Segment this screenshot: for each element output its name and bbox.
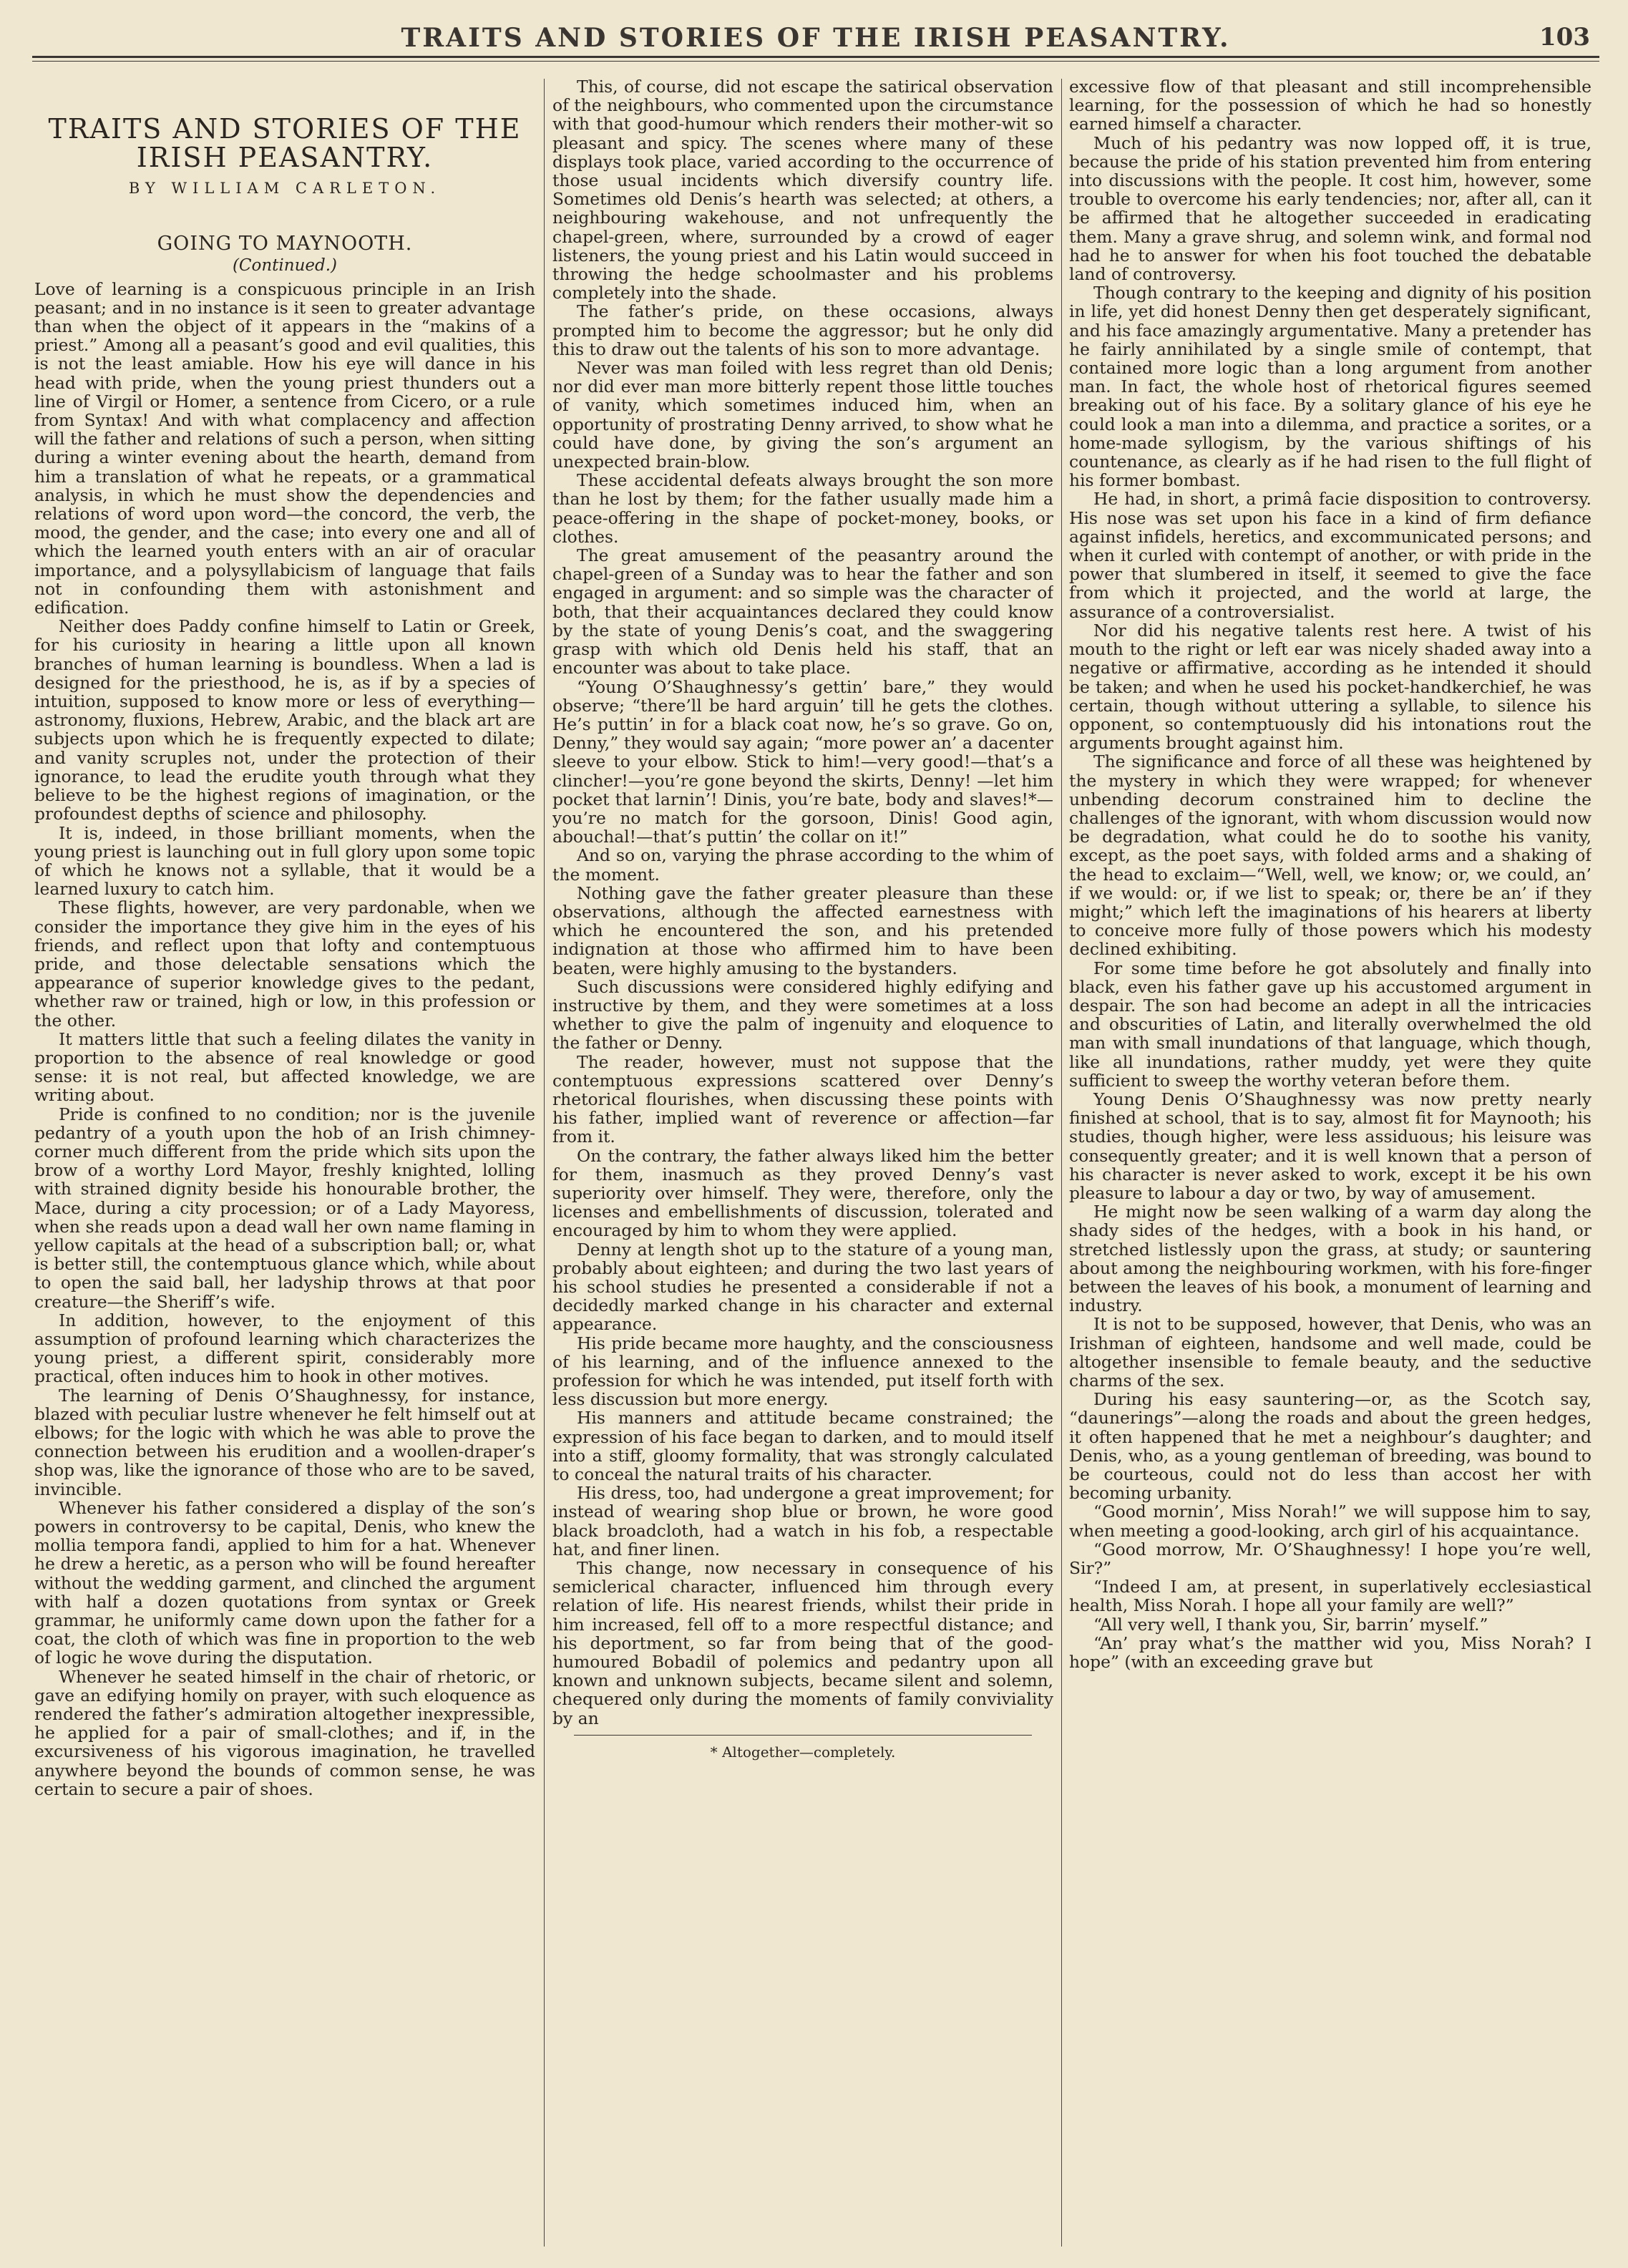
header-rule <box>32 56 1599 58</box>
paragraph: It is, indeed, in those brilliant moments, when the young priest is launching out in full glory upon some topic of which he knows not a syllable, that it would be a learned luxury to catch him. <box>34 822 535 900</box>
paragraph: On the contrary, the father always liked him the better for them, inasmuch as they proved Denny’s vast superiority over himself. They were, therefore, only the licenses and embellishments of discussion, tolerated and encouraged by him to whom they were applied. <box>552 1145 1053 1241</box>
paragraph: He had, in short, a primâ facie disposition to controversy. His nose was set upon his face in a kind of firm defiance against infidels, heretics, and excommunicated persons; and when it curled with contempt of another, or with pride in the power that slumbered in itself, it seemed to give the face from which it projected, and the world at large, the assurance of a controversialist. <box>1069 489 1592 622</box>
paragraph: For some time before he got absolutely and finally into black, even his father gave up his accustomed argument in despair. The son had become an adept in all the intricacies and obscurities of Latin, and literally overwhelmed the old man with small inundations of that language, which though, like all inundations, rather muddy, yet were they quite sufficient to sweep the worthy veteran before them. <box>1069 958 1592 1091</box>
paragraph: Such discussions were considered highly edifying and instructive by them, and they were sometimes at a loss whether to give the palm of ingenuity and eloquence to the father or Denny. <box>552 976 1053 1053</box>
paragraph: “All very well, I thank you, Sir, barrin’ myself.” <box>1093 1614 1488 1635</box>
paragraph: And so on, varying the phrase according to the whim of the moment. <box>552 845 1053 885</box>
article-title: TRAITS AND STORIES OF THE IRISH PEASANTRY. <box>48 113 522 173</box>
column-3 <box>1069 77 1592 2254</box>
paragraph: It matters little that such a feeling dilates the vanity in proportion to the absence of real knowledge or good sense: it is not real, but affected knowledge, we are writing about. <box>34 1028 535 1106</box>
paragraph: The learning of Denis O’Shaughnessy, for instance, blazed with peculiar lustre whenever he felt himself out at elbows; for the logic with which he was able to prove the connection between his erudition and a woollen-draper’s shop was, like the ignorance of those who are to be saved, invincible. <box>34 1385 535 1499</box>
header-rule-thin <box>32 61 1599 62</box>
paragraph: Denny at length shot up to the stature of a young man, probably about eighteen; and during the two last years of his school studies he presented a considerable if not a decidedly marked change in his character and external appearance. <box>552 1239 1053 1335</box>
paragraph: Love of learning is a conspicuous principle in an Irish peasant; and in no instance is it seen to greater advantage than when the object of it appears in the “makins of a priest.” Among all a peasant’s good and evil qualities, this is not the least amiable. How his eye will dance in his head with pride, when the young priest thunders out a line of Virgil or Homer, a sentence from Cicero, or a rule from Syntax! And with what complacency and affection will the father and relations of such a person, when sitting during a winter evening about the hearth, demand from him a translation of what he repeats, or a grammatical analysis, in which he must show the dependencies and relations of word upon word—the concord, the verb, the mood, the gender, and the case; into every one and all of which the learned youth enters with an air of oracular importance, and a polysyllabicism of language that fails not in confounding them with astonishment and edification. <box>34 278 535 618</box>
paragraph: It is not to be supposed, however, that Denis, who was an Irishman of eighteen, handsome and well made, could be altogether insensible to female beauty, and the seductive charms of the sex. <box>1069 1314 1592 1391</box>
column-divider-1 <box>544 79 545 2247</box>
paragraph: Much of his pedantry was now lopped off, it is true, because the pride of his station prevented him from entering into discussions with the people. It cost him, however, some trouble to overcome his early tendencies; nor, after all, can it be affirmed that he altogether succeeded in eradicating them. Many a grave shrug, and solemn wink, and formal nod had he to answer for when his foot touched the debatable land of controversy. <box>1069 132 1592 285</box>
paragraph: His pride became more haughty, and the consciousness of his learning, and of the influence annexed to the profession for which he was intended, put itself forth with less discussion but more energy. <box>552 1333 1053 1410</box>
continued-label: (Continued.) <box>232 256 338 276</box>
paragraph: In addition, however, to the enjoyment of this assumption of profound learning which characterizes the young priest, a different spirit, considerably more practical, often induces him to hook in other motives. <box>34 1310 535 1387</box>
running-title: TRAITS AND STORIES OF THE IRISH PEASANTRY. <box>401 23 1231 53</box>
footnote-rule <box>574 1735 1032 1736</box>
running-header <box>36 16 1596 59</box>
paragraph: Neither does Paddy confine himself to Latin or Greek, for his curiosity in hearing a little upon all known branches of human learning is boundless. When a lad is designed for the priesthood, he is, as if by a species of intuition, supposed to know more or less of everything—astronomy, fluxions, Hebrew, Arabic, and the black art are subjects upon which he is frequently expected to dilate; and vanity scruples not, under the protection of their ignorance, to lead the erudite youth through what they believe to be the highest regions of imagination, or the profoundest depths of science and philosophy. <box>34 616 535 824</box>
paragraph: Though contrary to the keeping and dignity of his position in life, yet did honest Denny then get desperately significant, and his face amazingly argumentative. Many a pretender has he fairly annihilated by a single smile of contempt, that contained more logic than a long argument from another man. In fact, the whole host of rhetorical figures seemed breaking out of his face. By a solitary glance of his eye he could look a man into a dilemma, and practice a sorites, or a home-made syllogism, by the various shiftings of his countenance, as clearly as if he had risen to the full flight of his former bombast. <box>1069 283 1592 491</box>
paragraph: The reader, however, must not suppose that the contemptuous expressions scattered over Denny’s rhetorical flourishes, when discussing these points with his father, implied want of reverence or affection—far from it. <box>552 1051 1053 1147</box>
paragraph: The significance and force of all these was heightened by the mystery in which they were wrapped; for whenever unbending decorum constrained him to decline the challenges of the ignorant, with whom discussion would now be degradation, what could he do to soothe his vanity, except, as the poet says, with folded arms and a shaking of the head to exclaim—“Well, well, we know; or, we could, an’ if we would: or, if we list to speak; or, there be an’ if they might;” which left the imaginations of his hearers at liberty to conceive more fully of those powers which his modesty declined exhibiting. <box>1069 751 1592 960</box>
article-byline: BY WILLIAM CARLETON. <box>128 180 442 197</box>
paragraph: “Young O’Shaughnessy’s gettin’ bare,” they would observe; “there’ll be hard arguin’ till he gets the clothes. He’s puttin’ in for a black coat now, he’s so grave. Go on, Denny,” they would say again; “more power an’ a dacenter sleeve to your elbow. Stick to him!—very good!—that’s a clincher!—you’re gone beyond the skirts, Denny! —let him pocket that larnin’! Dinis, you’re bate, body and slaves!*—you’re no match for the gorsoon, Dinis! Good agin, abouchal!—that’s puttin’ the collar on it!” <box>552 676 1053 847</box>
paragraph: The father’s pride, on these occasions, always prompted him to become the aggressor; but he only did this to draw out the talents of his son to more advantage. <box>552 301 1053 359</box>
paragraph: Nothing gave the father greater pleasure than these observations, although the affected earnestness with which he encountered the son, and his pretended indignation at those who affirmed him to have been beaten, were highly amusing to the bystanders. <box>552 882 1053 978</box>
column-divider-2 <box>1061 79 1062 2247</box>
paragraph: “Good mornin’, Miss Norah!” we will suppose him to say, when meeting a good-looking, arch girl of his acquaintance. <box>1069 1502 1592 1541</box>
paragraph: “Good morrow, Mr. O’Shaughnessy! I hope you’re well, Sir?” <box>1069 1539 1592 1579</box>
section-heading: GOING TO MAYNOOTH. <box>157 233 413 255</box>
paragraph: These accidental defeats always brought the son more than he lost by them; for the father usually made him a peace-offering in the shape of pocket-money, books, or clothes. <box>552 470 1053 547</box>
paragraph: Pride is confined to no condition; nor is the juvenile pedantry of a youth upon the hob of an Irish chimney-corner much different from the pride which sits upon the brow of a worthy Lord Mayor, freshly knighted, lolling with strained dignity beside his honourable brother, the Mace, during a city procession; or of a Lady Mayoress, when she reads upon a dead wall her own name flaming in yellow capitals at the head of a subscription ball; or, what is better still, the contemptuous glance which, while about to open the said ball, her ladyship throws at that poor creature—the Sheriff’s wife. <box>34 1104 535 1312</box>
paragraph: These flights, however, are very pardonable, when we consider the importance they give him in the eyes of his friends, and reflect upon that lofty and contemptuous pride, and those delectable sensations which the appearance of superior knowledge gives to the pedant, whether raw or trained, high or low, in this profession or the other. <box>34 897 535 1031</box>
paragraph: This, of course, did not escape the satirical observation of the neighbours, who commented upon the circumstance with that good-humour which renders their mother-wit so pleasant and spicy. The scenes where many of these displays took place, varied according to the occurrence of those usual incidents which diversify country life. Sometimes old Denis’s hearth was selected; at others, a neighbouring wakehouse, and not unfrequently the chapel-green, where, surrounded by a crowd of eager listeners, the young priest and his Latin would succeed in throwing the hedge schoolmaster and his problems completely into the shade. <box>552 77 1053 303</box>
paragraph: Young Denis O’Shaughnessy was now pretty nearly finished at school, that is to say, almost fit for Maynooth; his studies, though higher, were less assiduous; his leisure was consequently greater; and it is well known that a person of his character is never asked to work, except it be his own pleasure to labour a day or two, by way of amusement. <box>1069 1089 1592 1203</box>
paragraph: This change, now necessary in consequence of his semiclerical character, influenced him through every relation of life. His nearest friends, whilst their pride in him increased, fell off to a more respectful distance; and his deportment, so far from being that of the good-humoured Bobadil of polemics and pedantry upon all known and unknown subjects, became silent and solemn, chequered only during the moments of family conviviality by an <box>552 1558 1053 1728</box>
paragraph: Whenever he seated himself in the chair of rhetoric, or gave an edifying homily on prayer, with such eloquence as rendered the father’s admiration altogether inexpressible, he applied for a pair of small-clothes; and if, in the excursiveness of his vigorous imagination, he travelled anywhere beyond the bounds of common sense, he was certain to secure a pair of shoes. <box>34 1666 535 1799</box>
column-2 <box>552 77 1053 2254</box>
paragraph: “Indeed I am, at present, in superlatively ecclesiastical health, Miss Norah. I hope all your family are well?” <box>1069 1577 1592 1616</box>
page-number: 103 <box>1539 23 1590 52</box>
paragraph: Nor did his negative talents rest here. A twist of his mouth to the right or left ear was nicely shaded away into a negative or affirmative, according as he intended it should be taken; and when he used his pocket-handkerchief, he was certain, though without uttering a syllable, to silence his opponent, so contemptuously did his intonations rout the arguments brought against him. <box>1069 620 1592 754</box>
column-1 <box>34 77 535 2254</box>
paragraph: During his easy sauntering—or, as the Scotch say, “daunerings”—along the roads and about the green hedges, it often happened that he met a neighbour’s daughter; and Denis, who, as a young gentleman of breeding, was bound to be courteous, could not do less than accost her with becoming urbanity. <box>1069 1389 1592 1504</box>
footnote: * Altogether—completely. <box>710 1743 896 1761</box>
paragraph: His dress, too, had undergone a great improvement; for instead of wearing shop blue or brown, he wore good black broadcloth, had a watch in his fob, a respectable hat, and finer linen. <box>552 1483 1053 1559</box>
paragraph: His manners and attitude became constrained; the expression of his face began to darken, and to mould itself into a stiff, gloomy formality, that was strongly calculated to conceal the natural traits of his character. <box>552 1408 1053 1485</box>
paragraph: He might now be seen walking of a warm day along the shady sides of the hedges, with a book in his hand, or stretched listlessly upon the grass, at study; or sauntering about among the neighbouring workmen, with his fore-finger between the leaves of his book, a monument of learning and industry. <box>1069 1202 1592 1316</box>
paragraph: Never was man foiled with less regret than old Denis; nor did ever man more bitterly repent those little touches of vanity, which sometimes induced him, when an opportunity of prostrating Denny arrived, to show what he could have done, by giving the son’s argument an unexpected brain-blow. <box>552 358 1053 472</box>
paragraph: Whenever his father considered a display of the son’s powers in controversy to be capital, Denis, who knew the mollia tempora fandi, applied to him for a hat. Whenever he drew a heretic, as a person who will be found hereafter without the wedding garment, and clinched the argument with half a dozen quotations from syntax or Greek grammar, he uniformly came down upon the father for a coat, the cloth of which was fine in proportion to the web of logic he wove during the disputation. <box>34 1497 535 1668</box>
paragraph: The great amusement of the peasantry around the chapel-green of a Sunday was to hear the father and son engaged in argument: and so simple was the character of both, that their acquaintances declared they could know by the state of young Denis’s coat, and the swaggering grasp with which old Denis held his staff, that an encounter was about to take place. <box>552 545 1053 678</box>
paragraph: excessive flow of that pleasant and still incomprehensible learning, for the possession of which he had so honestly earned himself a character. <box>1069 77 1592 135</box>
paragraph: “An’ pray what’s the matther wid you, Miss Norah? I hope” (with an exceeding grave but <box>1069 1632 1592 1673</box>
